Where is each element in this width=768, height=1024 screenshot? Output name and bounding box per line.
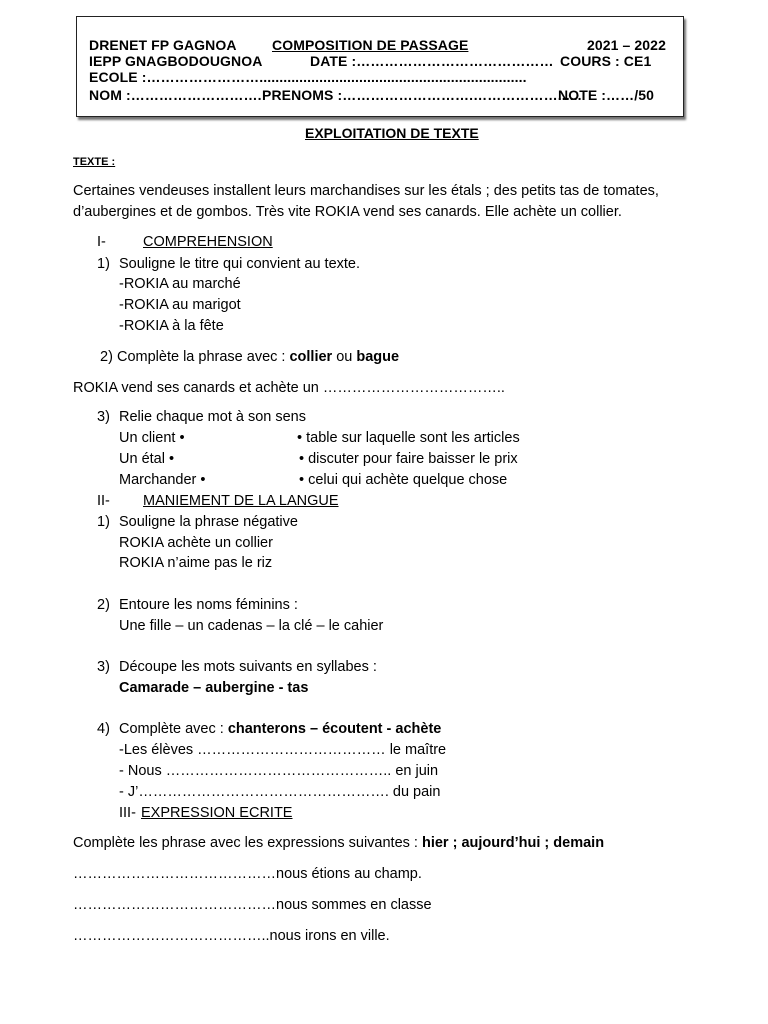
expression-instruction: Complète les phrase avec les expressions suivantes : hier ; aujourd’hui ; demain xyxy=(73,835,605,851)
paragraph-line-1: Certaines vendeuses installent leurs marchandises sur les étals ; des petits tas de tomates, xyxy=(73,183,659,199)
question-number: 1) xyxy=(97,514,110,530)
option-fete: -ROKIA à la fête xyxy=(119,318,224,334)
section-title-expression: EXPRESSION ECRITE xyxy=(141,805,293,821)
meaning-table: • table sur laquelle sont les articles xyxy=(297,430,520,446)
section-title-maniement: MANIEMENT DE LA LANGUE xyxy=(143,493,339,509)
maniement-1-text: Souligne la phrase négative xyxy=(119,514,298,530)
fill-line-nous: - Nous ……………………………………….. en juin xyxy=(119,763,439,779)
maniement-3-text: Découpe les mots suivants en syllabes : xyxy=(119,659,377,675)
header-composition: COMPOSITION DE PASSAGE xyxy=(272,37,469,53)
fill-line-je: - J’……………………………………………. du pain xyxy=(119,784,441,800)
sentence-affirmative: ROKIA achète un collier xyxy=(119,535,273,551)
word-client: Un client • xyxy=(119,430,185,446)
header-date: DATE :…………………………………… xyxy=(310,53,554,69)
header-prenoms: PRENOMS :……………………….………………...... xyxy=(262,87,582,103)
header-box xyxy=(76,16,684,117)
word-etal: Un étal • xyxy=(119,451,175,467)
question-number: 2) xyxy=(100,349,113,365)
word-marchander: Marchander • xyxy=(119,472,206,488)
section-title-comprehension: COMPREHENSION xyxy=(143,234,273,250)
option-marigot: -ROKIA au marigot xyxy=(119,297,241,313)
sentence-negative: ROKIA n’aime pas le riz xyxy=(119,555,273,571)
paragraph-line-2: d’aubergines et de gombos. Très vite ROKIA vend ses canards. Elle achète un collier. xyxy=(73,204,622,220)
question-2-sentence: ROKIA vend ses canards et achète un ……………………………….. xyxy=(73,380,505,396)
question-number: 2) xyxy=(97,597,110,613)
texte-label: TEXTE : xyxy=(73,156,116,168)
page-title: EXPLOITATION DE TEXTE xyxy=(305,125,479,141)
fill-line-eleves: -Les élèves ………………………………… le maître xyxy=(119,742,447,758)
header-ecole: ECOLE :……………………................................................................... xyxy=(89,69,527,85)
header-drenet: DRENET FP GAGNOA xyxy=(89,37,237,53)
question-number: 3) xyxy=(97,659,110,675)
meaning-discuter: • discuter pour faire baisser le prix xyxy=(299,451,518,467)
header-cours: COURS : CE1 xyxy=(560,53,652,69)
expression-line-1: ……………………………………nous étions au champ. xyxy=(73,866,422,882)
header-nom: NOM :………………………. xyxy=(89,87,262,103)
section-num: II- xyxy=(97,493,110,509)
header-year: 2021 – 2022 xyxy=(587,37,666,53)
option-marche: -ROKIA au marché xyxy=(119,276,241,292)
question-number: 1) xyxy=(97,256,110,272)
question-number: 3) xyxy=(97,409,110,425)
question-3-text: Relie chaque mot à son sens xyxy=(119,409,306,425)
question-number: 4) xyxy=(97,721,110,737)
maniement-4-text: Complète avec : chanterons – écoutent - achète xyxy=(119,721,442,737)
syllables-words: Camarade – aubergine - tas xyxy=(119,680,309,696)
header-iepp: IEPP GNAGBODOUGNOA xyxy=(89,53,263,69)
section-num: III- xyxy=(119,805,136,821)
meaning-celui: • celui qui achète quelque chose xyxy=(299,472,508,488)
header-note: NOTE :……/50 xyxy=(558,87,655,103)
expression-line-2: ……………………………………nous sommes en classe xyxy=(73,897,432,913)
maniement-2-text: Entoure les noms féminins : xyxy=(119,597,298,613)
question-1-text: Souligne le titre qui convient au texte. xyxy=(119,256,361,272)
question-2-text: Complète la phrase avec : collier ou bague xyxy=(117,349,400,365)
expression-line-3: …………………………………..nous irons en ville. xyxy=(73,928,390,944)
section-num: I- xyxy=(97,234,106,250)
nouns-line: Une fille – un cadenas – la clé – le cahier xyxy=(119,618,384,634)
